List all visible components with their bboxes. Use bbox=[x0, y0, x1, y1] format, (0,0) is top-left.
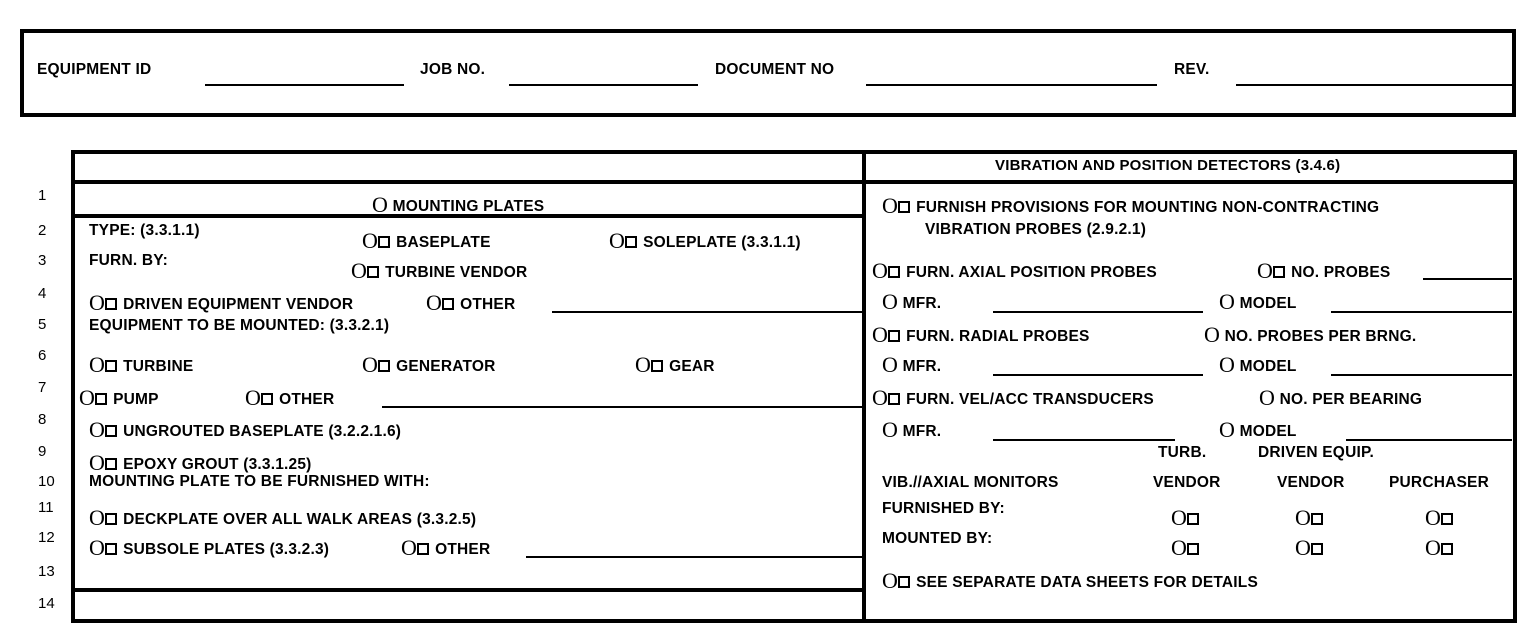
row-number: 5 bbox=[38, 316, 47, 333]
radial-model-option[interactable] bbox=[1219, 352, 1297, 377]
document-no-field[interactable] bbox=[866, 84, 1157, 86]
row-number: 8 bbox=[38, 411, 47, 428]
deckplate-option[interactable] bbox=[89, 505, 477, 530]
row-number: 3 bbox=[38, 252, 47, 269]
driven-equip-label: DRIVEN EQUIP. bbox=[1258, 444, 1375, 461]
job-no-field[interactable] bbox=[509, 84, 698, 86]
gear-label: GEAR bbox=[669, 358, 715, 375]
header-row-divider bbox=[71, 180, 1517, 184]
option-circle[interactable]: O bbox=[401, 535, 418, 560]
document-no-label: DOCUMENT NO bbox=[715, 61, 835, 78]
checkbox[interactable] bbox=[625, 236, 637, 248]
row-number: 14 bbox=[38, 595, 55, 612]
job-no-label: JOB NO. bbox=[420, 61, 486, 78]
furnished-driven-option[interactable] bbox=[1295, 505, 1329, 530]
row-number: 2 bbox=[38, 222, 47, 239]
checkbox[interactable] bbox=[261, 393, 273, 405]
checkbox[interactable] bbox=[1441, 513, 1453, 525]
checkbox[interactable] bbox=[1311, 543, 1323, 555]
furn-by-label: FURN. BY: bbox=[89, 252, 169, 269]
option-circle[interactable]: O bbox=[372, 192, 389, 217]
epoxy-grout-label: EPOXY GROUT (3.3.1.25) bbox=[123, 456, 312, 473]
no-probes-field[interactable] bbox=[1423, 278, 1512, 280]
option-circle[interactable]: O bbox=[1425, 505, 1442, 530]
option-circle[interactable]: O bbox=[89, 535, 106, 560]
turbine-option[interactable] bbox=[89, 352, 194, 377]
option-circle[interactable]: O bbox=[1259, 385, 1276, 410]
checkbox[interactable] bbox=[1441, 543, 1453, 555]
checkbox[interactable] bbox=[378, 236, 390, 248]
mfr-label: MFR. bbox=[902, 358, 942, 375]
no-probes-per-brng-label: NO. PROBES PER BRNG. bbox=[1224, 328, 1417, 345]
no-per-bearing-option[interactable] bbox=[1259, 385, 1423, 410]
subsole-plates-option[interactable] bbox=[89, 535, 330, 560]
checkbox[interactable] bbox=[1187, 543, 1199, 555]
row-number: 1 bbox=[38, 187, 47, 204]
row-number: 11 bbox=[38, 499, 54, 516]
other-furn-field[interactable] bbox=[552, 311, 864, 313]
checkbox[interactable] bbox=[367, 266, 379, 278]
option-circle[interactable]: O bbox=[882, 417, 899, 442]
turb-label: TURB. bbox=[1158, 444, 1207, 461]
furn-radial-label: FURN. RADIAL PROBES bbox=[906, 328, 1090, 345]
mounting-plate-furnished-label: MOUNTING PLATE TO BE FURNISHED WITH: bbox=[89, 473, 430, 490]
checkbox[interactable] bbox=[105, 425, 117, 437]
generator-option[interactable] bbox=[362, 352, 496, 377]
option-circle[interactable]: O bbox=[1425, 535, 1442, 560]
rev-label: REV. bbox=[1174, 61, 1210, 78]
other-subsole-field[interactable] bbox=[526, 556, 864, 558]
baseplate-option[interactable] bbox=[362, 228, 491, 253]
other-subsole-option[interactable] bbox=[401, 535, 491, 560]
see-separate-option[interactable] bbox=[882, 568, 1259, 593]
soleplate-option[interactable] bbox=[609, 228, 801, 253]
option-circle[interactable]: O bbox=[89, 417, 106, 442]
option-circle[interactable]: O bbox=[79, 385, 96, 410]
option-circle[interactable]: O bbox=[872, 322, 889, 347]
see-separate-label: SEE SEPARATE DATA SHEETS FOR DETAILS bbox=[916, 574, 1259, 591]
option-circle[interactable]: O bbox=[872, 385, 889, 410]
mfr-label: MFR. bbox=[902, 423, 942, 440]
model-label: MODEL bbox=[1239, 423, 1297, 440]
option-circle[interactable]: O bbox=[882, 568, 899, 593]
axial-model-option[interactable] bbox=[1219, 289, 1297, 314]
equipment-id-field[interactable] bbox=[205, 84, 404, 86]
epoxy-grout-option[interactable] bbox=[89, 450, 312, 475]
generator-label: GENERATOR bbox=[396, 358, 496, 375]
deckplate-label: DECKPLATE OVER ALL WALK AREAS (3.3.2.5) bbox=[123, 511, 477, 528]
option-circle[interactable]: O bbox=[1219, 417, 1236, 442]
equipment-to-be-mounted-label: EQUIPMENT TO BE MOUNTED: (3.3.2.1) bbox=[89, 317, 390, 334]
row-number: 9 bbox=[38, 443, 47, 460]
mounted-driven-option[interactable] bbox=[1295, 535, 1329, 560]
vel-mfr-option[interactable] bbox=[882, 417, 942, 442]
checkbox[interactable] bbox=[898, 576, 910, 588]
mfr-label: MFR. bbox=[902, 295, 942, 312]
other-label: OTHER bbox=[435, 541, 491, 558]
option-circle[interactable]: O bbox=[362, 228, 379, 253]
axial-mfr-option[interactable] bbox=[882, 289, 942, 314]
option-circle[interactable]: O bbox=[351, 258, 368, 283]
mounted-turb-option[interactable] bbox=[1171, 535, 1205, 560]
turbine-vendor-label: TURBINE VENDOR bbox=[385, 264, 528, 281]
furn-radial-option[interactable] bbox=[872, 322, 1090, 347]
option-circle[interactable]: O bbox=[1219, 289, 1236, 314]
row-number: 13 bbox=[38, 563, 55, 580]
checkbox[interactable] bbox=[105, 360, 117, 372]
axial-model-field[interactable] bbox=[1331, 311, 1512, 313]
option-circle[interactable]: O bbox=[609, 228, 626, 253]
ungrouted-baseplate-option[interactable] bbox=[89, 417, 402, 442]
option-circle[interactable]: O bbox=[1204, 322, 1221, 347]
baseplate-label: BASEPLATE bbox=[396, 234, 491, 251]
turbine-vendor-option[interactable] bbox=[351, 258, 528, 283]
radial-mfr-option[interactable] bbox=[882, 352, 942, 377]
gear-option[interactable] bbox=[635, 352, 715, 377]
driven-vendor-header: VENDOR bbox=[1277, 474, 1345, 491]
option-circle[interactable]: O bbox=[882, 289, 899, 314]
other-furn-option[interactable] bbox=[426, 290, 516, 315]
option-circle[interactable]: O bbox=[1295, 535, 1312, 560]
vib-axial-monitors-label: VIB.//AXIAL MONITORS bbox=[882, 474, 1059, 491]
option-circle[interactable]: O bbox=[635, 352, 652, 377]
option-circle[interactable]: O bbox=[89, 450, 106, 475]
no-probes-option[interactable] bbox=[1257, 258, 1391, 283]
driven-equipment-vendor-option[interactable] bbox=[89, 290, 354, 315]
furn-vel-label: FURN. VEL/ACC TRANSDUCERS bbox=[906, 391, 1154, 408]
checkbox[interactable] bbox=[1273, 266, 1285, 278]
mounting-plates-label: MOUNTING PLATES bbox=[392, 198, 545, 215]
checkbox[interactable] bbox=[442, 298, 454, 310]
option-circle[interactable]: O bbox=[426, 290, 443, 315]
mounted-purchaser-option[interactable] bbox=[1425, 535, 1459, 560]
checkbox[interactable] bbox=[105, 458, 117, 470]
ungrouted-baseplate-label: UNGROUTED BASEPLATE (3.2.2.1.6) bbox=[123, 423, 402, 440]
furnish-provisions-option[interactable] bbox=[882, 193, 1380, 218]
furnished-by-label: FURNISHED BY: bbox=[882, 500, 1005, 517]
model-label: MODEL bbox=[1239, 358, 1297, 375]
column-divider bbox=[862, 150, 866, 623]
checkbox[interactable] bbox=[888, 393, 900, 405]
mounting-plates-option[interactable] bbox=[372, 192, 545, 217]
other-label: OTHER bbox=[460, 296, 516, 313]
option-circle[interactable]: O bbox=[1219, 352, 1236, 377]
radial-mfr-field[interactable] bbox=[993, 374, 1203, 376]
checkbox[interactable] bbox=[1311, 513, 1323, 525]
option-circle[interactable]: O bbox=[362, 352, 379, 377]
type-label: TYPE: (3.3.1.1) bbox=[89, 222, 200, 239]
option-circle[interactable]: O bbox=[1171, 535, 1188, 560]
subsole-plates-label: SUBSOLE PLATES (3.3.2.3) bbox=[123, 541, 330, 558]
pump-label: PUMP bbox=[113, 391, 159, 408]
furn-axial-option[interactable] bbox=[872, 258, 1157, 283]
furnish-provisions-label: FURNISH PROVISIONS FOR MOUNTING NON-CONTRACTING bbox=[916, 199, 1380, 216]
radial-model-field[interactable] bbox=[1331, 374, 1512, 376]
option-circle[interactable]: O bbox=[882, 193, 899, 218]
option-circle[interactable]: O bbox=[89, 352, 106, 377]
turbine-label: TURBINE bbox=[123, 358, 194, 375]
checkbox[interactable] bbox=[95, 393, 107, 405]
vel-model-option[interactable] bbox=[1219, 417, 1297, 442]
option-circle[interactable]: O bbox=[1295, 505, 1312, 530]
mounted-by-label: MOUNTED BY: bbox=[882, 530, 993, 547]
furnished-purchaser-option[interactable] bbox=[1425, 505, 1459, 530]
equipment-id-label: EQUIPMENT ID bbox=[37, 61, 152, 78]
row-number: 10 bbox=[38, 473, 55, 490]
checkbox[interactable] bbox=[417, 543, 429, 555]
checkbox[interactable] bbox=[378, 360, 390, 372]
option-circle[interactable]: O bbox=[1257, 258, 1274, 283]
checkbox[interactable] bbox=[888, 266, 900, 278]
checkbox[interactable] bbox=[1187, 513, 1199, 525]
other-equipment-field[interactable] bbox=[382, 406, 864, 408]
no-probes-per-brng-option[interactable] bbox=[1204, 322, 1417, 347]
vel-mfr-field[interactable] bbox=[993, 439, 1175, 441]
row-number: 6 bbox=[38, 347, 47, 364]
row-number: 12 bbox=[38, 529, 55, 546]
option-circle[interactable]: O bbox=[245, 385, 262, 410]
checkbox[interactable] bbox=[105, 298, 117, 310]
option-circle[interactable]: O bbox=[872, 258, 889, 283]
checkbox[interactable] bbox=[105, 543, 117, 555]
row-14-divider bbox=[71, 588, 864, 592]
driven-equipment-vendor-label: DRIVEN EQUIPMENT VENDOR bbox=[123, 296, 354, 313]
option-circle[interactable]: O bbox=[1171, 505, 1188, 530]
pump-option[interactable] bbox=[79, 385, 159, 410]
furnished-turb-option[interactable] bbox=[1171, 505, 1205, 530]
option-circle[interactable]: O bbox=[89, 290, 106, 315]
vibration-probes-label: VIBRATION PROBES (2.9.2.1) bbox=[925, 221, 1147, 238]
soleplate-label: SOLEPLATE (3.3.1.1) bbox=[643, 234, 801, 251]
section-title: VIBRATION AND POSITION DETECTORS (3.4.6) bbox=[995, 157, 1341, 174]
turb-vendor-header: VENDOR bbox=[1153, 474, 1221, 491]
checkbox[interactable] bbox=[888, 330, 900, 342]
no-per-bearing-label: NO. PER BEARING bbox=[1279, 391, 1423, 408]
vel-model-field[interactable] bbox=[1346, 439, 1512, 441]
model-label: MODEL bbox=[1239, 295, 1297, 312]
option-circle[interactable]: O bbox=[89, 505, 106, 530]
furn-axial-label: FURN. AXIAL POSITION PROBES bbox=[906, 264, 1157, 281]
row-number: 7 bbox=[38, 379, 47, 396]
checkbox[interactable] bbox=[898, 201, 910, 213]
furn-vel-option[interactable] bbox=[872, 385, 1154, 410]
no-probes-label: NO. PROBES bbox=[1291, 264, 1391, 281]
option-circle[interactable]: O bbox=[882, 352, 899, 377]
rev-field[interactable] bbox=[1236, 84, 1512, 86]
checkbox[interactable] bbox=[105, 513, 117, 525]
checkbox[interactable] bbox=[651, 360, 663, 372]
other-label: OTHER bbox=[279, 391, 335, 408]
purchaser-header: PURCHASER bbox=[1389, 474, 1489, 491]
axial-mfr-field[interactable] bbox=[993, 311, 1203, 313]
row-number: 4 bbox=[38, 285, 47, 302]
other-equipment-option[interactable] bbox=[245, 385, 335, 410]
